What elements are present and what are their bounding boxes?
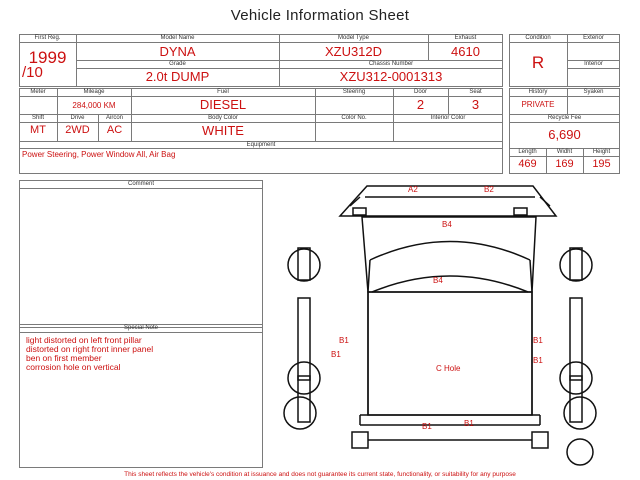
width-value: 169 (555, 158, 574, 170)
comment-label: Comment (127, 181, 154, 187)
bottom-right-wheel (564, 397, 596, 429)
damage-mark-b1-right-lower: B1 (533, 356, 543, 365)
first-reg-year: 1999 (28, 48, 67, 67)
body-color-label: Body Color (208, 115, 238, 121)
sheet-title: Vehicle Information Sheet (230, 7, 410, 24)
left-mirror (353, 208, 366, 215)
shift-value: MT (30, 124, 46, 136)
chassis-value: XZU312-0001313 (339, 69, 443, 84)
condition-label: Condition (525, 35, 551, 41)
front-right-wheel (560, 249, 592, 281)
damage-mark-b1-rear-right: B1 (464, 419, 474, 428)
special-note-line: corrosion hole on vertical (26, 362, 121, 372)
model-type-label: Model Type (338, 35, 369, 41)
door-value: 2 (416, 97, 425, 112)
grade-label: Grade (169, 61, 186, 67)
length-label: Length (518, 149, 537, 155)
aircon-label: Aircon (105, 115, 123, 121)
right-bed-panel (570, 298, 582, 380)
drive-label: Drive (70, 115, 85, 121)
special-note-line: light distorted on left front pillar (26, 335, 142, 345)
damage-mark-b4-bed: B4 (433, 276, 443, 285)
length-value: 469 (518, 158, 537, 170)
rear-right-wheel (560, 362, 592, 394)
damage-mark-b1-left: B1 (339, 336, 349, 345)
height-value: 195 (592, 158, 611, 170)
chassis-label: Chassis Number (368, 61, 414, 67)
cargo-bed-outline (368, 292, 532, 415)
seat-label: Seat (469, 89, 482, 95)
model-name-value: DYNA (159, 44, 196, 59)
special-note-label: Special Note (123, 325, 159, 331)
rear-left-bracket (352, 432, 368, 448)
model-name-label: Model Name (160, 35, 195, 41)
rear-left-wheel (288, 362, 320, 394)
damage-mark-b1-left-lower: B1 (331, 350, 341, 359)
seat-value: 3 (471, 97, 480, 112)
front-left-wheel (288, 249, 320, 281)
recycle-fee-value: 6,690 (548, 127, 581, 142)
exterior-label: Exterior (583, 35, 604, 41)
mileage-value: 284,000 KM (72, 101, 116, 110)
first-reg-label: First Reg. (34, 35, 61, 41)
aircon-value: AC (106, 124, 123, 136)
steering-label: Steering (342, 89, 366, 95)
right-front-door-panel (570, 248, 582, 280)
special-note-line: distorted on right front inner panel (26, 344, 154, 354)
syaken-label: Syaken (583, 89, 604, 95)
fuel-value: DIESEL (199, 97, 247, 112)
front-cab-outline (340, 186, 556, 216)
rear-right-bracket (532, 432, 548, 448)
history-value: PRIVATE (521, 100, 555, 109)
left-front-door-panel (298, 248, 310, 280)
exhaust-label: Exhaust (454, 35, 477, 41)
meter-label: Meter (30, 89, 46, 95)
fuel-label: Fuel (217, 89, 229, 95)
bottom-left-wheel (284, 397, 316, 429)
windshield-curve (370, 242, 530, 261)
shift-label: Shift (31, 115, 44, 121)
right-mirror (514, 208, 527, 215)
vehicle-damage-diagram (270, 180, 620, 470)
spare-wheel (567, 439, 593, 465)
disclaimer: This sheet reflects the vehicle's condition at issuance and does not guarantee its current state, functionality, or suitability for any purpose (124, 471, 516, 478)
damage-mark-c-hole: C Hole (436, 364, 461, 373)
grade-value: 2.0t DUMP (145, 69, 210, 84)
damage-mark-b2: B2 (484, 185, 494, 194)
damage-mark-b1-rear-left: B1 (422, 422, 432, 431)
exhaust-value: 4610 (451, 44, 480, 59)
history-label: History (528, 89, 548, 95)
condition-grade: R (531, 53, 545, 72)
damage-mark-b1-right: B1 (533, 336, 543, 345)
width-label: Widht (556, 149, 573, 155)
color-no-label: Color No. (341, 115, 367, 121)
comment-box (19, 180, 263, 328)
rear-frame (360, 415, 540, 425)
recycle-fee-label: Recycle Fee (547, 115, 582, 121)
drive-value: 2WD (65, 124, 90, 136)
interior-label: Interior (584, 61, 603, 67)
mileage-label: Mileage (83, 89, 105, 95)
equipment-label: Equipment (246, 142, 276, 148)
height-label: Height (592, 149, 611, 155)
damage-mark-a2: A2 (408, 185, 418, 194)
equipment-value: Power Steering, Power Window All, Air Bag (22, 150, 176, 159)
model-type-value: XZU312D (324, 44, 383, 59)
damage-mark-b4-cab: B4 (442, 220, 452, 229)
left-bed-panel (298, 298, 310, 380)
rear-window-curve (372, 276, 528, 292)
door-label: Door (413, 89, 427, 95)
special-note-line: ben on first member (26, 353, 102, 363)
interior-color-label: Interior Color (430, 115, 466, 121)
body-color-value: WHITE (202, 123, 244, 138)
first-reg-month: /10 (22, 64, 43, 81)
